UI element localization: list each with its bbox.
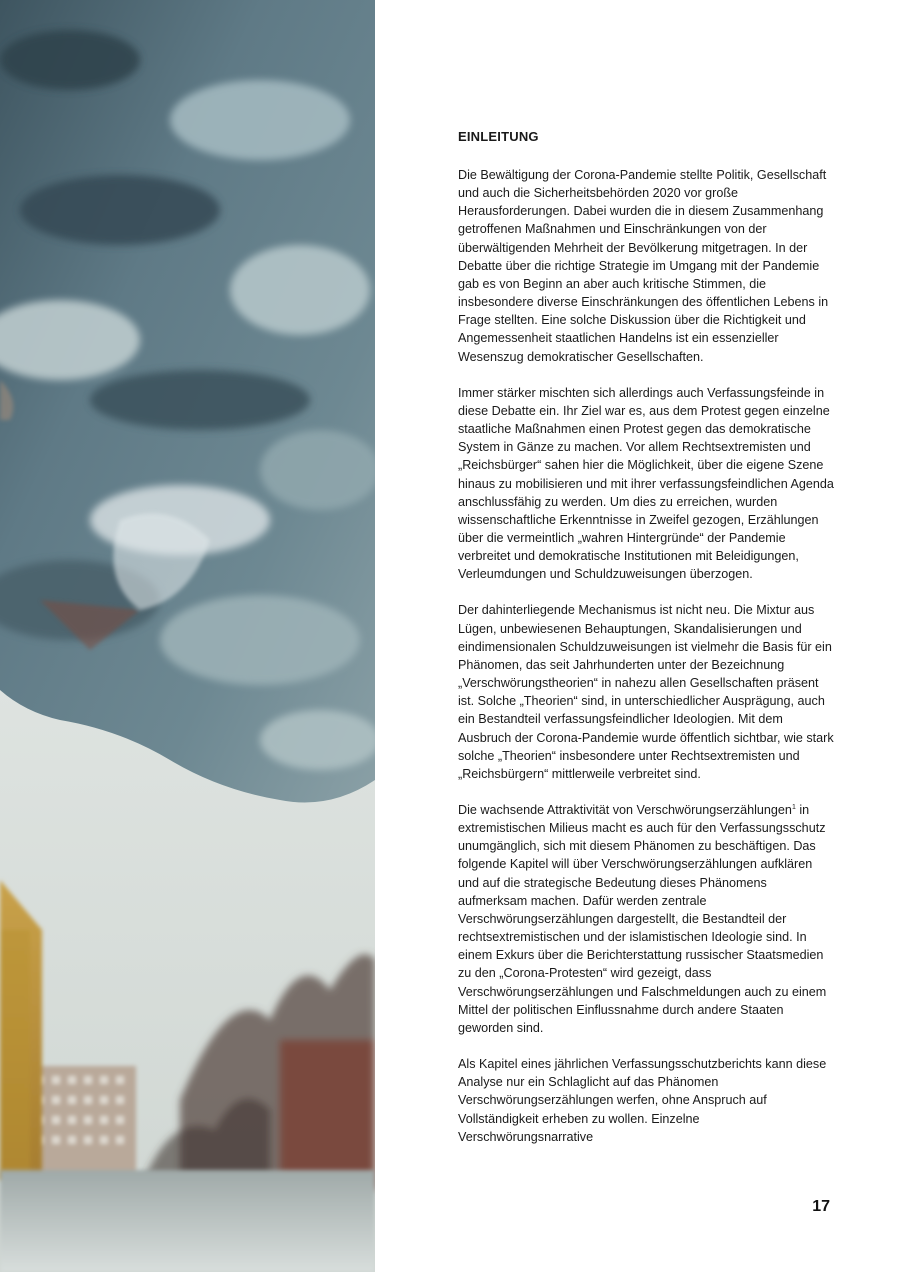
paragraph-1: Die Bewältigung der Corona-Pandemie stellte Politik, Gesellschaft und auch die Sicherheitsbehörden 2020 vor große Herausforderungen. Dabei wurden die in diesem Zusammenhang getroffenen Maßnahmen und Einschränkungen von der überwältigenden Mehrheit der Bevölkerung mitgetragen. In der Debatte über die richtige Strategie im Umgang mit der Pandemie gab es von Beginn an aber auch kritische Stimmen, die insbesondere diverse Einschränkungen des öffentlichen Lebens in Frage stellten. Eine solche Diskussion über die Richtigkeit und Angemessenheit staatlichen Handelns ist ein essenzieller Wesenszug demokratischer Gesellschaften. — [458, 168, 829, 364]
paragraph-5: Als Kapitel eines jährlichen Verfassungsschutzberichts kann diese Analyse nur ein Schlaglicht auf das Phänomen Verschwörungserzählungen werfen, ohne Anspruch auf Vollständigkeit erheben zu wollen. Einzelne Verschwörungsnarrative — [458, 1057, 827, 1144]
ice-puddle-photo — [0, 0, 375, 1272]
paragraph-4 — [458, 801, 834, 1037]
paragraph-3: Der dahinterliegende Mechanismus ist nicht neu. Die Mixtur aus Lügen, unbewiesenen Behauptungen, Skandalisierungen und eindimensionalen Schuldzuweisungen ist vielmehr die Basis für ein Phänomen, das seit Jahrhunderten unter der Bezeichnung „Verschwörungstheorien“ in nahezu allen Gesellschaften präsent ist. Solche „Theorien“ sind, in unterschiedlicher Ausprägung, auch ein Bestandteil verfassungsfeindlicher Ideologien. Mit dem Ausbruch der Corona-Pandemie wurde öffentlich sichtbar, wie stark solche „Theorien“ insbesondere unter Rechtsextremisten und „Reichsbürgern“ mittlerweile verbreitet sind. — [458, 603, 834, 781]
paragraph-4-body: in extremistischen Milieus macht es auch für den Verfassungsschutz unumgänglich, sich mit diesem Phänomen zu beschäftigen. Das folgende Kapitel will über Verschwörungserzählungen aufklären und auf die strategische Bedeutung dieses Phänomens aufmerksam machen. Dafür werden zentrale Verschwörungserzählungen dargestellt, die Bestandteil der rechtsextremistischen und der islamistischen Ideologie sind. In einem Exkurs über die Berichterstattung russischer Staatsmedien zu den „Corona-Protesten“ wird gezeigt, dass Verschwörungserzählungen und Falschmeldungen auch zu einem Mittel der politischen Einflussnahme durch andere Staaten geworden sind. — [458, 803, 827, 1035]
article-text-column — [458, 128, 834, 1164]
page-number: 17 — [812, 1198, 830, 1215]
paragraph-2: Immer stärker mischten sich allerdings auch Verfassungsfeinde in diese Debatte ein. Ihr Ziel war es, aus dem Protest gegen einzelne staatliche Maßnahmen einen Protest gegen das demokratische System in Gänze zu machen. Vor allem Rechtsextremisten und „Reichsbürger“ sahen hier die Möglichkeit, über die eigene Szene hinaus zu mobilisieren und mit ihrer verfassungsfeindlichen Agenda anschlussfähig zu werden. Um dies zu erreichen, wurden wissenschaftliche Erkenntnisse in Zweifel gezogen, Erzählungen über die vermeintlich „wahren Hintergründe“ der Pandemie verbreitet und demokratische Institutionen mit Beleidigungen, Verleumdungen und Schuldzuweisungen überzogen. — [458, 385, 834, 582]
footnote-mark[interactable]: 1 — [791, 803, 796, 811]
section-heading: EINLEITUNG — [458, 129, 539, 144]
paragraph-4-lead: Die wachsende Attraktivität von Verschwörungserzählungen — [458, 803, 792, 817]
cover-photo — [0, 0, 375, 1272]
